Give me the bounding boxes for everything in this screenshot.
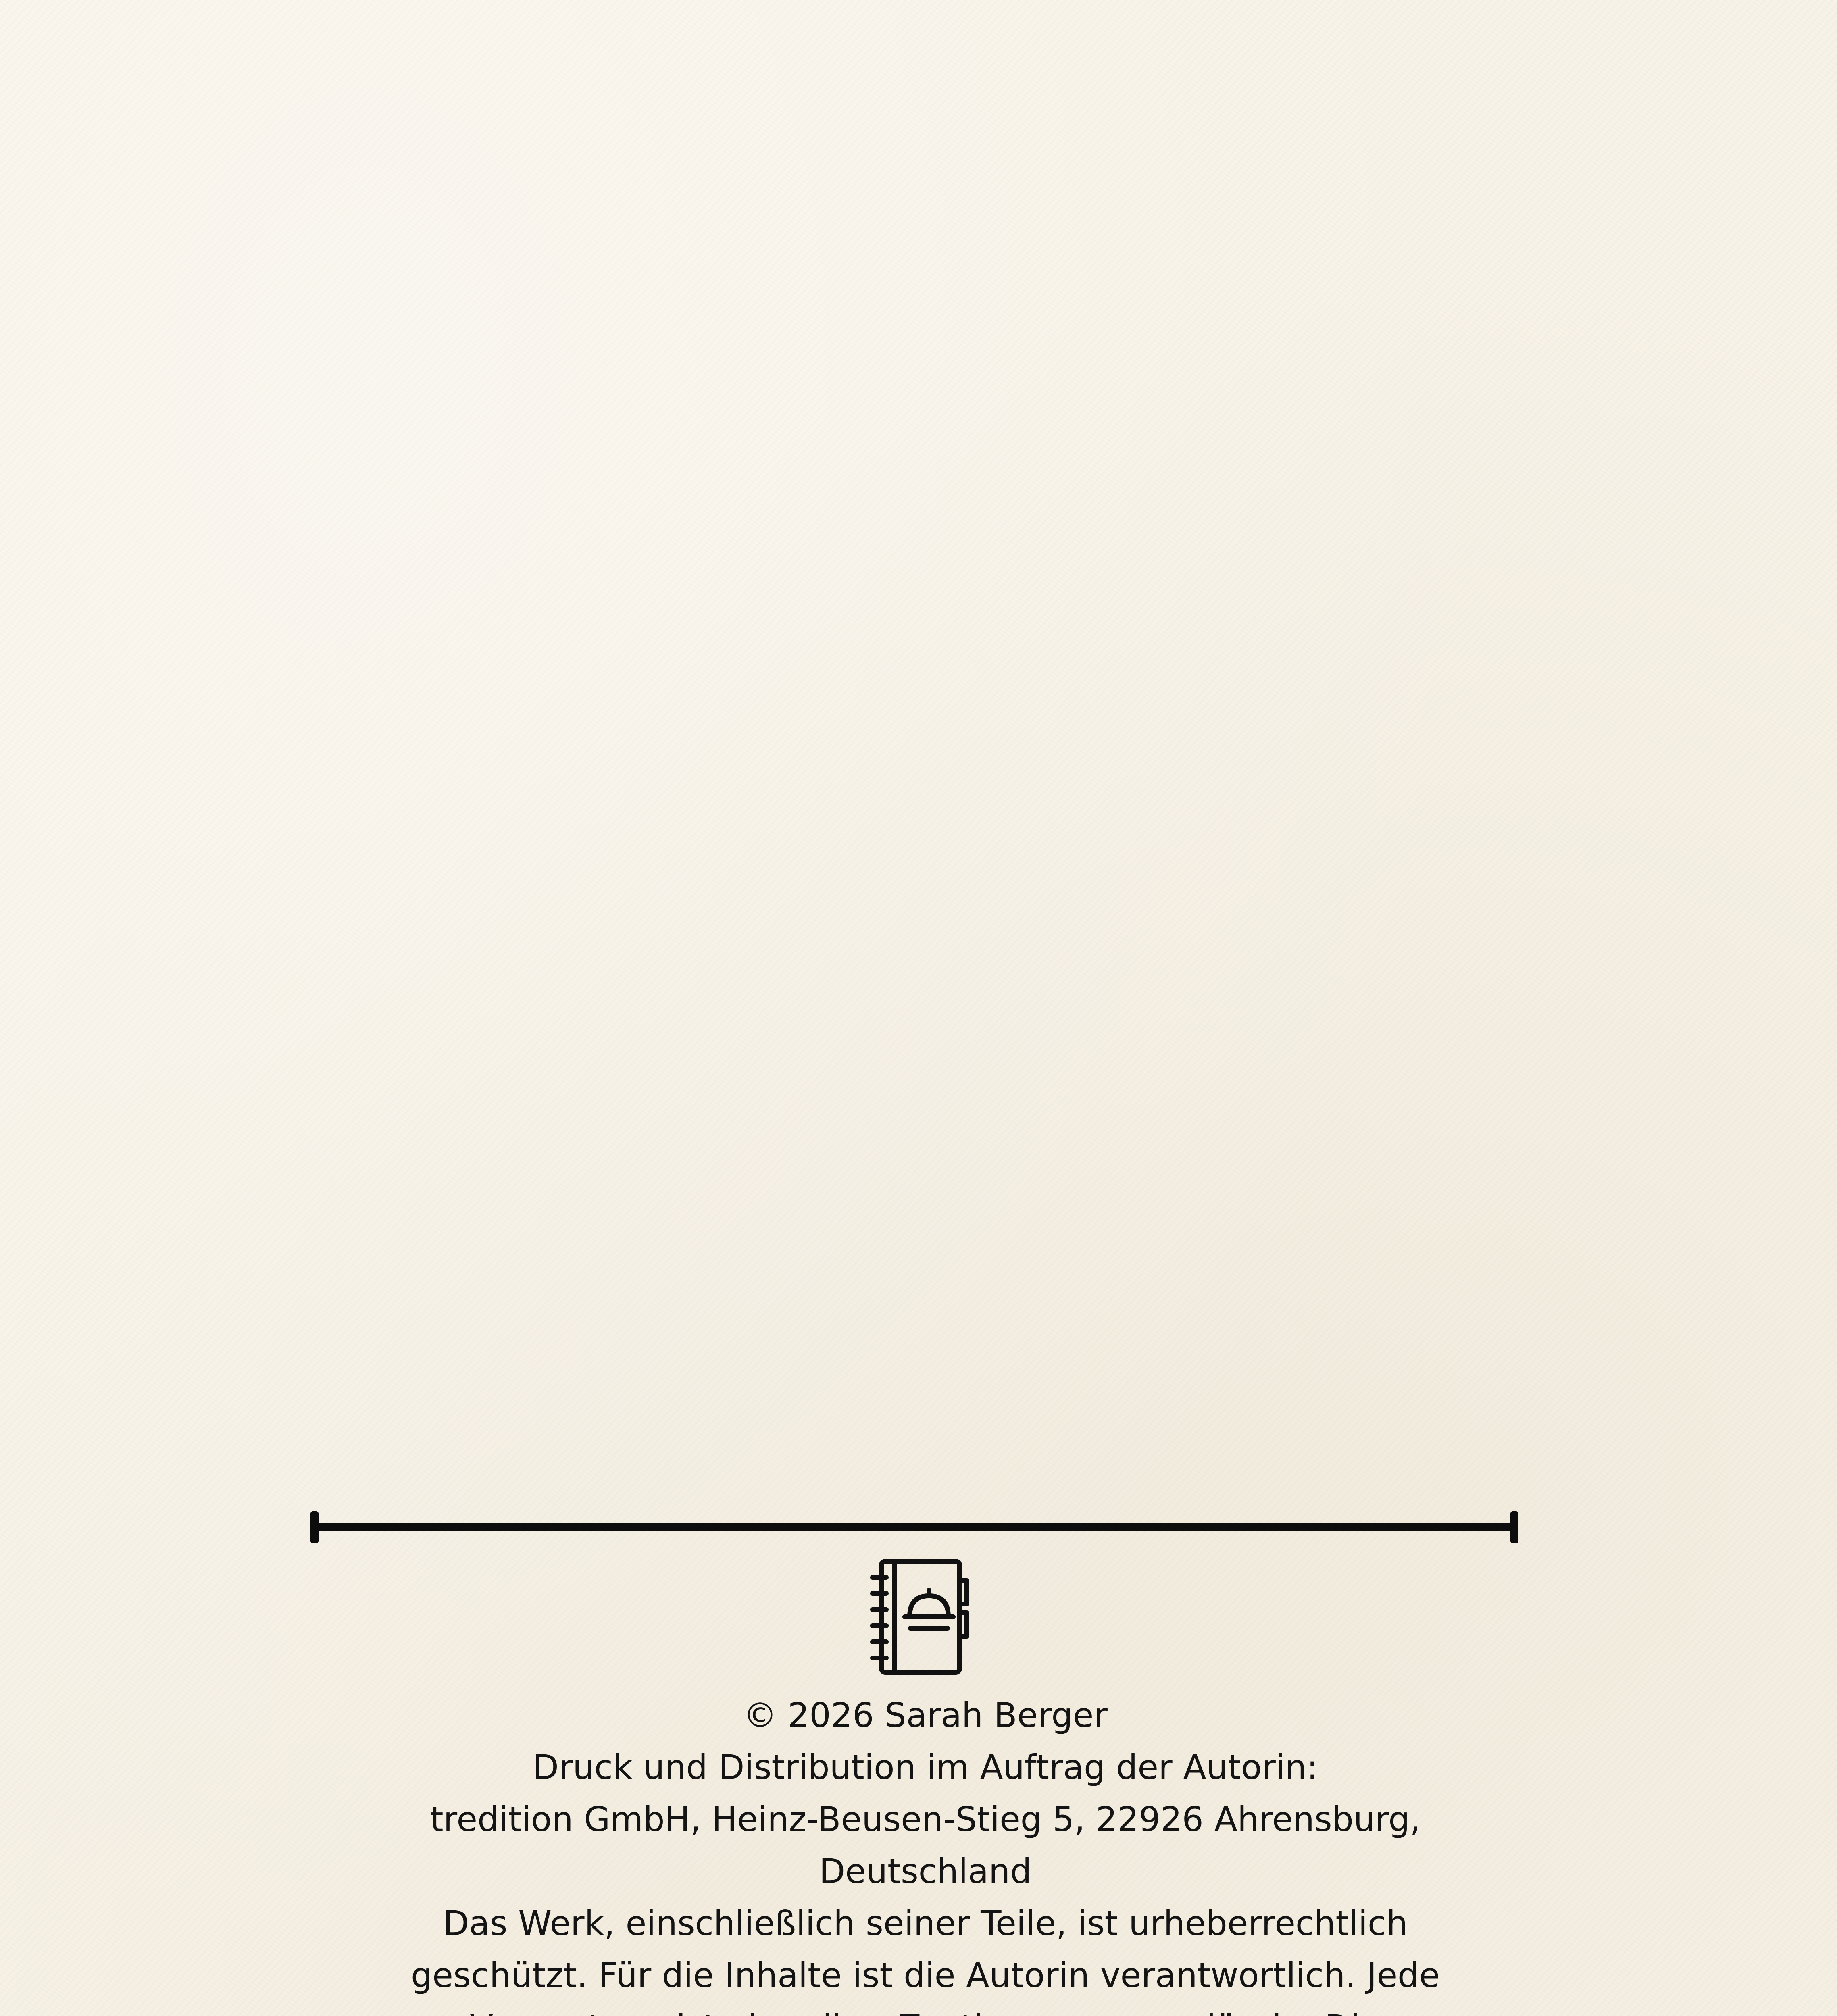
- legal-notice-line: Das Werk, einschließlich seiner Teile, ist urheberrechtlich: [310, 1897, 1540, 1949]
- legal-notice-line: geschützt. Für die Inhalte ist die Autorin verantwortlich. Jede: [310, 1949, 1540, 2001]
- publisher-address: tredition GmbH, Heinz-Beusen-Stieg 5, 22926 Ahrensburg,: [310, 1793, 1540, 1845]
- distribution-intro: Druck und Distribution im Auftrag der Autorin:: [310, 1741, 1540, 1793]
- copyright-line: © 2026 Sarah Berger: [310, 1689, 1540, 1741]
- publisher-country: Deutschland: [310, 1845, 1540, 1897]
